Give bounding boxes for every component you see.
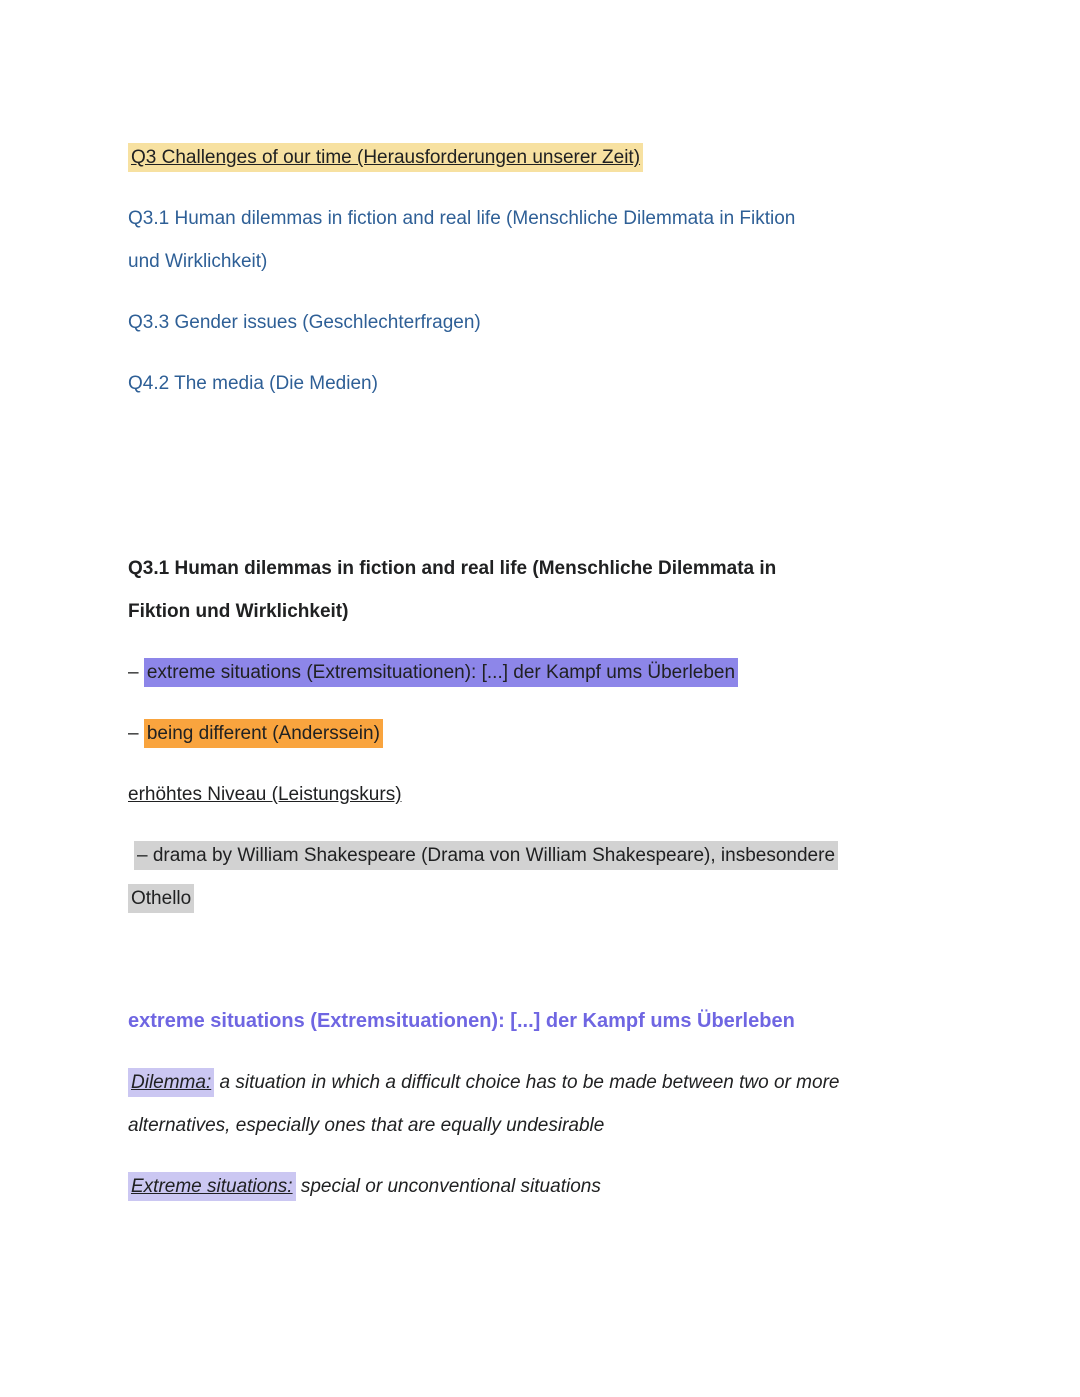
toc-heading	[128, 136, 950, 179]
definition-dilemma-term: Dilemma:	[128, 1068, 214, 1097]
definition-extreme-situations	[128, 1165, 950, 1208]
drama-note-line-2: Othello	[128, 884, 194, 913]
definition-dilemma-text-line-1: a situation in which a difficult choice has to be made between two or more	[214, 1072, 840, 1093]
advanced-level-note	[128, 773, 950, 816]
bullet-extreme-text: extreme situations (Extremsituationen): [...] der Kampf ums Überleben	[144, 658, 738, 687]
toc-link-q3-1-line-2[interactable]: und Wirklichkeit)	[128, 251, 268, 272]
toc-link-q3-1	[128, 197, 950, 283]
definition-dilemma-text-line-2: alternatives, especially ones that are equally undesirable	[128, 1115, 605, 1136]
advanced-level-text: erhöhtes Niveau (Leistungskurs)	[128, 784, 402, 805]
section-heading	[128, 547, 950, 633]
definition-extreme-text: special or unconventional situations	[295, 1176, 601, 1197]
section-heading-line-1: Q3.1 Human dilemmas in fiction and real life (Menschliche Dilemmata in	[128, 558, 777, 579]
section-heading-line-2: Fiktion und Wirklichkeit)	[128, 601, 349, 622]
bullet-different-dash: –	[128, 723, 144, 744]
glossary-heading-text: extreme situations (Extremsituationen): [...] der Kampf ums Überleben	[128, 1010, 795, 1032]
toc-link-q4-2-text[interactable]: Q4.2 The media (Die Medien)	[128, 373, 378, 394]
toc-link-q3-1-line-1[interactable]: Q3.1 Human dilemmas in fiction and real life (Menschliche Dilemmata in Fiktion	[128, 208, 796, 229]
toc-heading-text: Q3 Challenges of our time (Herausforderungen unserer Zeit)	[128, 143, 643, 172]
bullet-extreme-situations	[128, 651, 950, 694]
definition-extreme-term: Extreme situations:	[128, 1172, 296, 1201]
toc-link-q3-3-text[interactable]: Q3.3 Gender issues (Geschlechterfragen)	[128, 312, 481, 333]
drama-note	[128, 834, 950, 920]
definition-dilemma	[128, 1061, 950, 1147]
toc-link-q3-3	[128, 301, 950, 344]
bullet-different-text: being different (Anderssein)	[144, 719, 383, 748]
bullet-extreme-dash: –	[128, 662, 144, 683]
blank-space	[128, 423, 950, 547]
toc-link-q4-2	[128, 362, 950, 405]
glossary-heading	[128, 1000, 950, 1043]
drama-note-line-1: – drama by William Shakespeare (Drama von William Shakespeare), insbesondere	[134, 841, 838, 870]
blank-space	[128, 938, 950, 1000]
bullet-being-different	[128, 712, 950, 755]
